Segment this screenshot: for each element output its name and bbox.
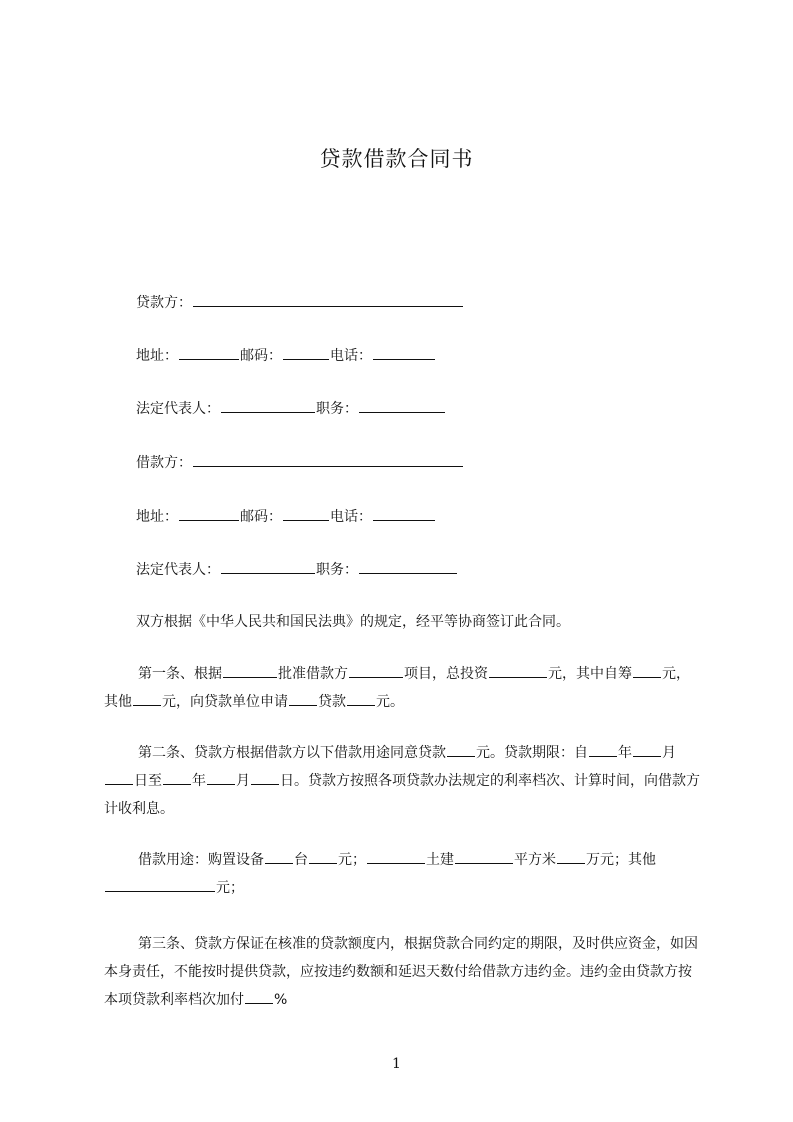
article-1 <box>104 660 700 716</box>
blank[interactable] <box>251 770 279 785</box>
lender-postcode-label: 邮码： <box>240 348 282 364</box>
borrower-position-label: 职务： <box>316 562 358 578</box>
lender-phone-blank[interactable] <box>373 345 435 360</box>
lender-line <box>136 292 464 313</box>
usage-part: 台 <box>294 852 308 868</box>
loan-usage <box>104 846 700 902</box>
blank[interactable] <box>447 742 475 757</box>
usage-text <box>104 846 700 902</box>
article-1-part: 贷款 <box>318 694 346 710</box>
blank[interactable] <box>289 691 317 706</box>
article-2-part: 日。贷款方按照各项贷款办法规定的利率档次、计算时间，向借款方计收利息。 <box>104 773 700 817</box>
article-1-part: 批准借款方 <box>278 666 348 682</box>
usage-part: 借款用途：购置设备 <box>138 852 264 868</box>
blank[interactable] <box>489 663 547 678</box>
blank[interactable] <box>349 663 403 678</box>
usage-part: 元； <box>216 880 244 896</box>
lender-address-line <box>136 345 436 366</box>
borrower-rep-blank[interactable] <box>221 559 315 574</box>
borrower-rep-line <box>136 559 458 580</box>
blank[interactable] <box>367 849 425 864</box>
blank[interactable] <box>589 742 617 757</box>
article-2-part: 年 <box>192 773 206 789</box>
blank[interactable] <box>557 849 585 864</box>
lender-postcode-blank[interactable] <box>283 345 329 360</box>
blank[interactable] <box>245 989 273 1004</box>
blank[interactable] <box>163 770 191 785</box>
preamble: 双方根据《中华人民共和国民法典》的规定，经平等协商签订此合同。 <box>136 614 570 630</box>
article-2-part: 第二条、贷款方根据借款方以下借款用途同意贷款 <box>138 745 446 761</box>
document-title: 贷款借款合同书 <box>319 147 474 171</box>
article-3-text <box>104 930 700 1014</box>
borrower-phone-blank[interactable] <box>373 506 435 521</box>
lender-label: 贷款方： <box>136 295 192 311</box>
blank[interactable] <box>105 877 215 892</box>
page-number: 1 <box>392 1056 401 1072</box>
borrower-phone-label: 电话： <box>330 509 372 525</box>
borrower-blank[interactable] <box>193 452 463 467</box>
lender-address-blank[interactable] <box>179 345 239 360</box>
lender-address-label: 地址： <box>136 348 178 364</box>
article-2-part: 日至 <box>134 773 162 789</box>
lender-position-label: 职务： <box>316 401 358 417</box>
article-3 <box>104 930 700 1014</box>
usage-part: 平方米 <box>514 852 556 868</box>
blank[interactable] <box>633 663 661 678</box>
borrower-rep-label: 法定代表人： <box>136 562 220 578</box>
article-2-text <box>104 739 700 823</box>
borrower-postcode-label: 邮码： <box>240 509 282 525</box>
article-2 <box>104 739 700 823</box>
blank[interactable] <box>309 849 337 864</box>
article-3-end: % <box>274 992 288 1008</box>
article-1-text <box>104 660 700 716</box>
borrower-position-blank[interactable] <box>359 559 457 574</box>
usage-part: 土建 <box>426 852 454 868</box>
lender-rep-blank[interactable] <box>221 398 315 413</box>
usage-part: 万元；其他 <box>586 852 656 868</box>
lender-rep-label: 法定代表人： <box>136 401 220 417</box>
article-1-part: 项目，总投资 <box>404 666 488 682</box>
borrower-address-blank[interactable] <box>179 506 239 521</box>
blank[interactable] <box>633 742 661 757</box>
lender-blank[interactable] <box>193 292 463 307</box>
borrower-line <box>136 452 464 473</box>
article-1-part: 第一条、根据 <box>138 666 222 682</box>
blank[interactable] <box>455 849 513 864</box>
blank[interactable] <box>347 691 375 706</box>
borrower-postcode-blank[interactable] <box>283 506 329 521</box>
article-2-part: 月 <box>662 745 676 761</box>
article-2-part: 年 <box>618 745 632 761</box>
borrower-label: 借款方： <box>136 455 192 471</box>
blank[interactable] <box>207 770 235 785</box>
article-1-part: 元，其中自筹 <box>548 666 632 682</box>
blank[interactable] <box>105 770 133 785</box>
lender-phone-label: 电话： <box>330 348 372 364</box>
blank[interactable] <box>265 849 293 864</box>
lender-rep-line <box>136 398 446 419</box>
usage-part: 元； <box>338 852 366 868</box>
article-3-body: 第三条、贷款方保证在核准的贷款额度内，根据贷款合同约定的期限，及时供应资金，如因本身责任，不能按时提供贷款，应按违约数额和延迟天数付给借款方违约金。违约金由贷款方按本项贷款利率档次加付 <box>104 936 698 1008</box>
article-1-part: 元。 <box>376 694 404 710</box>
article-1-part: 元，其他 <box>104 666 690 710</box>
borrower-address-label: 地址： <box>136 509 178 525</box>
borrower-address-line <box>136 506 436 527</box>
article-1-part: 元，向贷款单位申请 <box>162 694 288 710</box>
blank[interactable] <box>223 663 277 678</box>
article-2-part: 月 <box>236 773 250 789</box>
article-2-part: 元。贷款期限：自 <box>476 745 588 761</box>
blank[interactable] <box>133 691 161 706</box>
lender-position-blank[interactable] <box>359 398 445 413</box>
